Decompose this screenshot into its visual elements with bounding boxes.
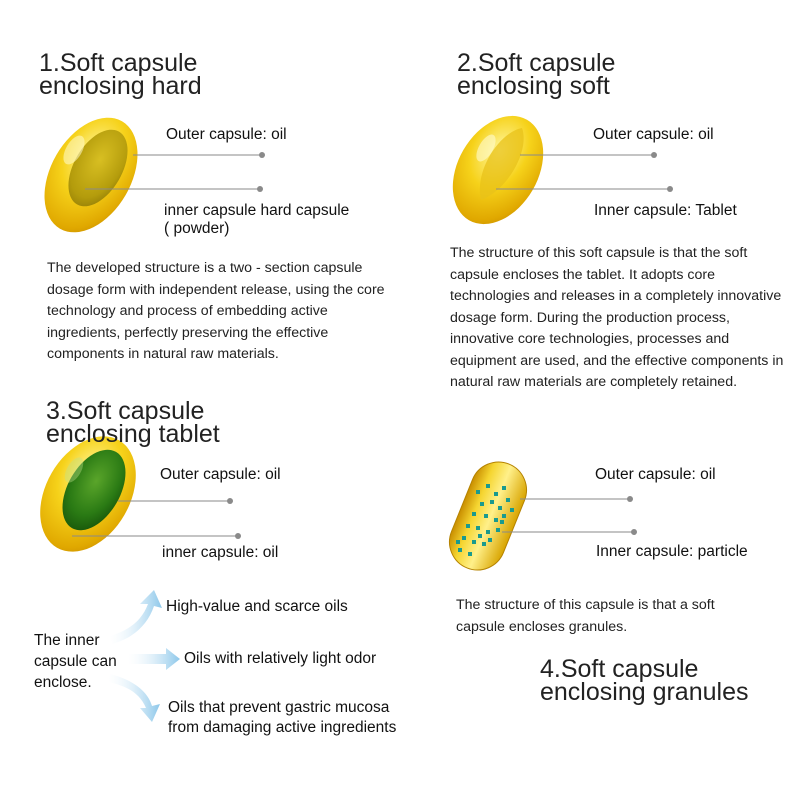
enclose-intro-line3: enclose. — [34, 674, 92, 691]
section1-inner-label-line2: ( powder) — [164, 220, 230, 237]
section3-inner-label: inner capsule: oil — [162, 544, 279, 561]
section1-inner-label-line1: inner capsule hard capsule — [164, 202, 350, 219]
section4-title — [540, 655, 749, 706]
section1-title — [39, 49, 202, 100]
leader-dot — [667, 186, 673, 192]
section2-description: The structure of this soft capsule is that the soft capsule encloses the tablet. It adopts core technologies and releases in a completely innovative dosage form. During the production process, innovative core technologies, processes and equipment are used, and the effective components in natural raw materials are completely retained. — [450, 245, 784, 390]
enclose-option-3-line1: Oils that prevent gastric mucosa — [168, 699, 390, 716]
section1-outer-label: Outer capsule: oil — [166, 126, 287, 143]
section4-title-line1: 4.Soft capsule — [540, 655, 699, 683]
section1-inner-label — [164, 202, 349, 238]
arrow-right-icon — [128, 648, 180, 670]
enclose-option-3-line2: from damaging active ingredients — [168, 719, 397, 736]
enclose-intro-line1: The inner — [34, 632, 100, 649]
capsule-granules-icon — [441, 454, 535, 579]
enclose-intro — [34, 630, 117, 693]
section4-outer-label: Outer capsule: oil — [595, 466, 716, 483]
leader-dot — [235, 533, 241, 539]
section3-title-line2: enclosing tablet — [46, 420, 220, 448]
leader-dot — [631, 529, 637, 535]
section2-title-line1: 2.Soft capsule — [457, 49, 616, 77]
enclose-intro-line2: capsule can — [34, 653, 117, 670]
enclose-option-1: High-value and scarce oils — [166, 598, 348, 615]
section2-outer-label: Outer capsule: oil — [593, 126, 714, 143]
leader-dot — [259, 152, 265, 158]
capsule-hard-icon — [25, 101, 156, 248]
section3-outer-label: Outer capsule: oil — [160, 466, 281, 483]
section2-title — [457, 49, 616, 100]
section1-title-line2: enclosing hard — [39, 72, 202, 100]
enclose-option-2: Oils with relatively light odor — [184, 650, 377, 667]
section4-title-line2: enclosing granules — [540, 678, 749, 706]
leader-dot — [651, 152, 657, 158]
arrow-up-icon — [110, 590, 162, 644]
section1-description: The developed structure is a two - section capsule dosage form with independent release, using the core technology and process of embedding active ingredients, perfectly preserving the effective components in natural raw materials. — [47, 260, 385, 362]
section2-inner-label: Inner capsule: Tablet — [594, 202, 737, 219]
capsule-soft-tablet-icon — [434, 100, 561, 240]
section3-title — [46, 397, 220, 448]
leader-dot — [627, 496, 633, 502]
section4-description: The structure of this capsule is that a soft capsule encloses granules. — [456, 597, 715, 635]
leader-dot — [227, 498, 233, 504]
section3-title-line1: 3.Soft capsule — [46, 397, 205, 425]
enclose-option-3 — [168, 698, 396, 738]
section2-title-line2: enclosing soft — [457, 72, 610, 100]
section1-title-line1: 1.Soft capsule — [39, 49, 198, 77]
leader-dot — [257, 186, 263, 192]
section4-inner-label: Inner capsule: particle — [596, 543, 748, 560]
